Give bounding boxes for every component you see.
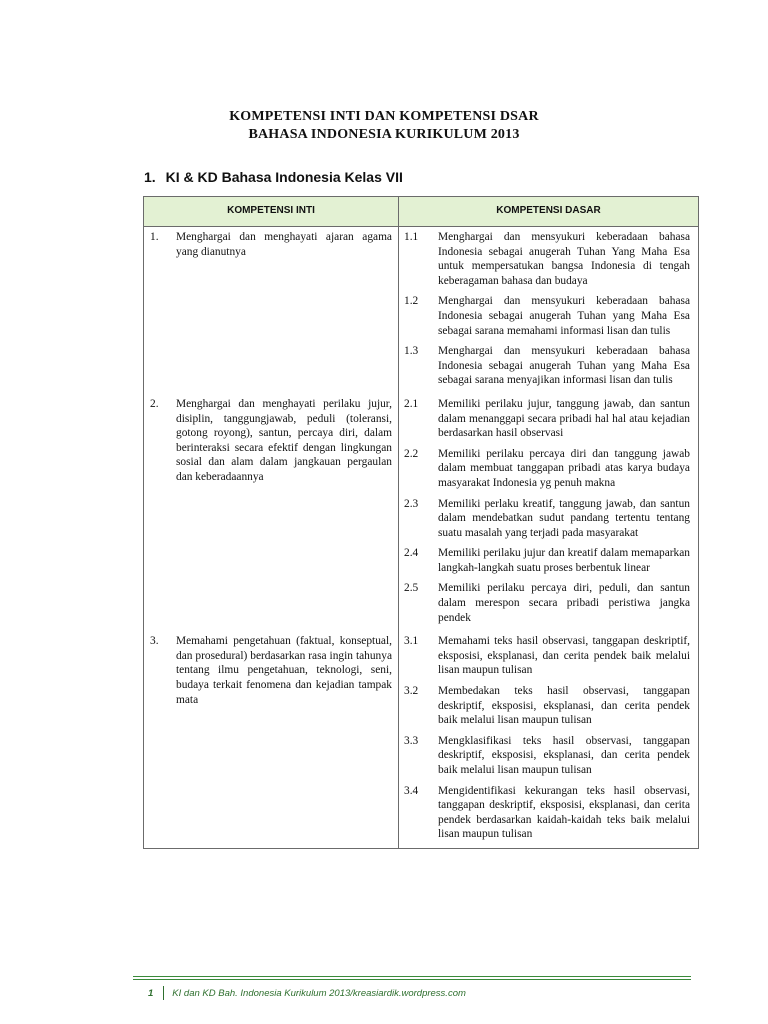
kd-item [399, 684, 698, 728]
document-title [0, 108, 768, 144]
section-title: KI & KD Bahasa Indonesia Kelas VII [165, 169, 403, 185]
footer-separator [163, 986, 164, 1000]
kd-number: 3.2 [404, 685, 419, 698]
ki-item [144, 230, 398, 259]
kd-number: 2.4 [404, 547, 419, 560]
kd-item [399, 497, 698, 541]
ki-text: Menghargai dan menghayati perilaku jujur, disiplin, tanggungjawab, peduli (toleransi, gotong royong), santun, percaya diri, dalam berinteraksi secara efektif dengan lingkungan sosial dan alam dalam jangkauan pergaulan dan keberadaannya [176, 397, 392, 483]
kd-item [399, 784, 698, 842]
kd-item [399, 734, 698, 778]
title-line-1: KOMPETENSI INTI DAN KOMPETENSI DSAR [229, 109, 539, 124]
kd-cell [399, 227, 699, 394]
kd-item [399, 581, 698, 625]
footer-divider [133, 976, 691, 980]
kd-number: 2.5 [404, 582, 419, 595]
ki-cell [144, 227, 399, 394]
kd-text: Memiliki perilaku percaya diri, peduli, dan santun dalam merespon secara pribadi peristiwa jangka pendek [438, 582, 690, 624]
kd-text: Menghargai dan mensyukuri keberadaan bahasa Indonesia sebagai anugerah Tuhan yang Maha Esa sebagai sarana memahami informasi lisan dan tulis [438, 295, 690, 337]
table-row [144, 631, 699, 848]
ki-number: 2. [150, 397, 159, 410]
header-kompetensi-inti: KOMPETENSI INTI [144, 197, 399, 227]
ki-kd-table [143, 196, 699, 849]
kd-number: 3.3 [404, 734, 419, 747]
kd-item [399, 230, 698, 288]
ki-number: 1. [150, 231, 159, 243]
table-row [144, 394, 699, 631]
kd-number: 2.1 [404, 397, 419, 410]
kd-item [399, 634, 698, 678]
kd-number: 3.4 [404, 784, 419, 797]
page-number: 1 [148, 987, 154, 999]
section-heading [144, 169, 403, 185]
kd-text: Memiliki perilaku jujur, tanggung jawab, dan santun dalam menanggapi secara pribadi hal hal atau kejadian berdasarkan hasil observasi [438, 397, 690, 440]
kd-number: 2.3 [404, 497, 419, 510]
kd-number: 1.1 [404, 231, 419, 243]
kd-text: Memiliki perilaku percaya diri dan tanggung jawab dalam membuat tanggapan pribadi atas karya budaya masyarakat Indonesia yg penuh makna [438, 447, 690, 489]
kd-number: 3.1 [404, 635, 419, 648]
table-row [144, 227, 699, 394]
ki-text: Memahami pengetahuan (faktual, konseptual, dan prosedural) berdasarkan rasa ingin tahunya tentang ilmu pengetahuan, teknologi, seni, budaya terkait fenomena dan kejadian tampak mata [176, 635, 392, 706]
kd-cell [399, 394, 699, 631]
kd-item [399, 294, 698, 338]
section-number: 1. [144, 169, 156, 185]
kd-text: Mengklasifikasi teks hasil observasi, tanggapan deskriptif, eksposisi, eksplanasi, dan cerita pendek baik melalui lisan maupun tulisan [438, 734, 690, 776]
page-footer [148, 986, 466, 1000]
kd-item [399, 344, 698, 388]
ki-text: Menghargai dan menghayati ajaran agama yang dianutnya [176, 231, 392, 258]
ki-cell [144, 394, 399, 631]
kd-item [399, 447, 698, 491]
kd-text: Memiliki perilaku jujur dan kreatif dalam memaparkan langkah-langkah suatu proses berbentuk linear [438, 547, 690, 574]
ki-number: 3. [150, 635, 159, 648]
kd-cell [399, 631, 699, 848]
ki-cell [144, 631, 399, 848]
footer-text: KI dan KD Bah. Indonesia Kurikulum 2013/kreasiardik.wordpress.com [172, 987, 466, 999]
kd-text: Membedakan teks hasil observasi, tanggapan deskriptif, eksposisi, eksplanasi, dan cerita pendek baik melalui lisan maupun tulisan [438, 685, 690, 727]
ki-item [144, 397, 398, 485]
kd-number: 1.2 [404, 295, 419, 308]
kd-text: Memiliki perlaku kreatif, tanggung jawab, dan santun dalam mendebatkan sudut pandang tertentu tentang suatu masalah yang terjadi pada masyarakat [438, 497, 690, 539]
ki-item [144, 634, 398, 707]
kd-text: Menghargai dan mensyukuri keberadaan bahasa Indonesia sebagai anugerah Tuhan Yang Maha Esa untuk mempersatukan bangsa Indonesia di tengah keberagaman bahasa dan budaya [438, 231, 690, 287]
kd-text: Mengidentifikasi kekurangan teks hasil observasi, tanggapan deskriptif, eksposisi, eksplanasi, dan cerita pendek berdasarkan kaidah-kaidah teks baik melalui lisan maupun tulisan [438, 784, 690, 841]
kd-text: Menghargai dan mensyukuri keberadaan bahasa Indonesia sebagai anugerah Tuhan yang Maha Esa sebagai sarana menyajikan informasi lisan dan tulis [438, 345, 690, 387]
kd-number: 1.3 [404, 345, 419, 358]
title-line-2: BAHASA INDONESIA KURIKULUM 2013 [248, 127, 520, 142]
kd-text: Memahami teks hasil observasi, tanggapan deskriptif, eksposisi, eksplanasi, dan cerita pendek baik melalui lisan maupun tulisan [438, 635, 690, 677]
kd-item [399, 546, 698, 575]
kd-number: 2.2 [404, 447, 419, 460]
header-kompetensi-dasar: KOMPETENSI DASAR [399, 197, 699, 227]
kd-item [399, 397, 698, 441]
